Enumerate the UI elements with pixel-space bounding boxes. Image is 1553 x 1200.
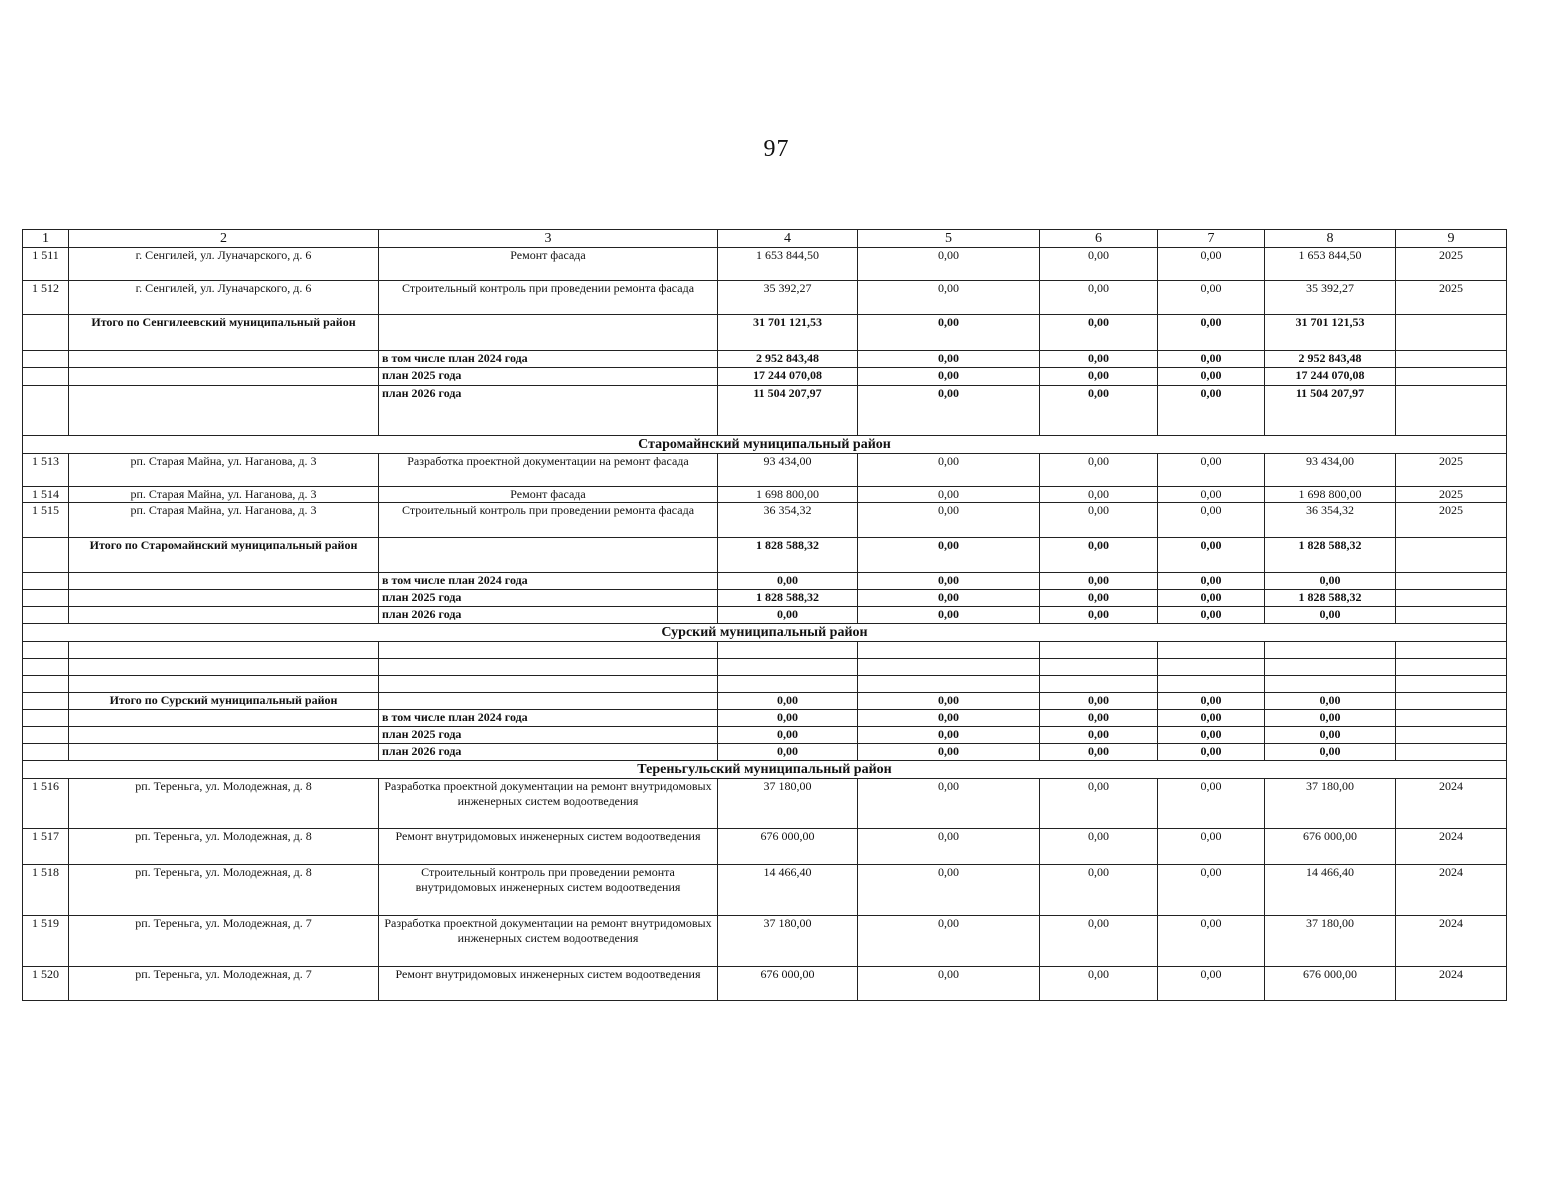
- address-cell: [69, 351, 379, 368]
- work-type-cell: план 2026 года: [379, 386, 718, 436]
- row-number-cell: [23, 538, 69, 573]
- budget-cell: 0,00: [1040, 779, 1158, 829]
- district-title: Тереньгульский муниципальный район: [23, 761, 1507, 779]
- total-row: [23, 607, 1507, 624]
- total-cost-cell: 676 000,00: [718, 829, 858, 865]
- budget-cell: 0,00: [1040, 315, 1158, 351]
- column-number-header: [23, 230, 1507, 248]
- table-row: [23, 916, 1507, 967]
- year-cell: 2024: [1396, 779, 1507, 829]
- work-type-cell: в том числе план 2024 года: [379, 351, 718, 368]
- year-cell: [1396, 693, 1507, 710]
- address-cell: [69, 710, 379, 727]
- total-cost-cell: 1 698 800,00: [718, 487, 858, 503]
- work-type-cell: Разработка проектной документации на ремонт фасада: [379, 454, 718, 487]
- fund-cell: 0,00: [858, 487, 1040, 503]
- table-row: [23, 503, 1507, 538]
- header-cell: 7: [1158, 230, 1265, 248]
- municipal-cell: 0,00: [1158, 829, 1265, 865]
- header-cell: 3: [379, 230, 718, 248]
- year-cell: [1396, 744, 1507, 761]
- table-row: [23, 642, 1507, 659]
- owners-cell: 0,00: [1265, 573, 1396, 590]
- row-number-cell: [23, 386, 69, 436]
- municipal-cell: 0,00: [1158, 503, 1265, 538]
- owners-cell: [1265, 659, 1396, 676]
- fund-cell: [858, 676, 1040, 693]
- work-type-cell: Строительный контроль при проведении ремонта фасада: [379, 503, 718, 538]
- year-cell: [1396, 386, 1507, 436]
- table-row: [23, 676, 1507, 693]
- address-cell: рп. Тереньга, ул. Молодежная, д. 7: [69, 916, 379, 967]
- fund-cell: 0,00: [858, 607, 1040, 624]
- total-cost-cell: 2 952 843,48: [718, 351, 858, 368]
- row-number-cell: 1 520: [23, 967, 69, 1001]
- municipal-cell: 0,00: [1158, 538, 1265, 573]
- total-row: [23, 386, 1507, 436]
- fund-cell: 0,00: [858, 248, 1040, 281]
- fund-cell: 0,00: [858, 590, 1040, 607]
- budget-cell: 0,00: [1040, 248, 1158, 281]
- fund-cell: 0,00: [858, 386, 1040, 436]
- year-cell: 2025: [1396, 487, 1507, 503]
- total-cost-cell: 1 653 844,50: [718, 248, 858, 281]
- work-type-cell: [379, 538, 718, 573]
- municipal-cell: 0,00: [1158, 865, 1265, 916]
- budget-cell: 0,00: [1040, 454, 1158, 487]
- page-number: 97: [763, 136, 790, 162]
- fund-cell: 0,00: [858, 967, 1040, 1001]
- fund-cell: 0,00: [858, 368, 1040, 386]
- owners-cell: 31 701 121,53: [1265, 315, 1396, 351]
- municipal-cell: 0,00: [1158, 315, 1265, 351]
- table-row: [23, 779, 1507, 829]
- work-type-cell: [379, 676, 718, 693]
- owners-cell: [1265, 676, 1396, 693]
- table-row: [23, 829, 1507, 865]
- municipal-cell: 0,00: [1158, 454, 1265, 487]
- work-type-cell: план 2026 года: [379, 607, 718, 624]
- fund-cell: 0,00: [858, 454, 1040, 487]
- row-number-cell: 1 515: [23, 503, 69, 538]
- row-number-cell: 1 511: [23, 248, 69, 281]
- row-number-cell: [23, 710, 69, 727]
- header-cell: 2: [69, 230, 379, 248]
- fund-cell: 0,00: [858, 865, 1040, 916]
- year-cell: [1396, 659, 1507, 676]
- address-cell: [69, 607, 379, 624]
- municipal-cell: 0,00: [1158, 386, 1265, 436]
- year-cell: [1396, 607, 1507, 624]
- municipal-cell: 0,00: [1158, 779, 1265, 829]
- year-cell: [1396, 351, 1507, 368]
- table-row: [23, 487, 1507, 503]
- municipal-cell: 0,00: [1158, 248, 1265, 281]
- work-type-cell: [379, 659, 718, 676]
- owners-cell: 93 434,00: [1265, 454, 1396, 487]
- total-cost-cell: 1 828 588,32: [718, 538, 858, 573]
- total-row: [23, 368, 1507, 386]
- row-number-cell: 1 519: [23, 916, 69, 967]
- header-cell: 5: [858, 230, 1040, 248]
- address-cell: рп. Старая Майна, ул. Наганова, д. 3: [69, 503, 379, 538]
- total-row: [23, 727, 1507, 744]
- table-row: [23, 659, 1507, 676]
- address-cell: рп. Старая Майна, ул. Наганова, д. 3: [69, 454, 379, 487]
- owners-cell: 2 952 843,48: [1265, 351, 1396, 368]
- year-cell: 2024: [1396, 829, 1507, 865]
- address-cell: [69, 676, 379, 693]
- budget-cell: 0,00: [1040, 590, 1158, 607]
- total-row: [23, 744, 1507, 761]
- budget-cell: 0,00: [1040, 829, 1158, 865]
- address-cell: Итого по Старомайнский муниципальный район: [69, 538, 379, 573]
- work-type-cell: Строительный контроль при проведении ремонта фасада: [379, 281, 718, 315]
- total-cost-cell: 0,00: [718, 727, 858, 744]
- municipal-cell: 0,00: [1158, 281, 1265, 315]
- budget-cell: 0,00: [1040, 538, 1158, 573]
- header-cell: 9: [1396, 230, 1507, 248]
- year-cell: 2025: [1396, 503, 1507, 538]
- address-cell: [69, 744, 379, 761]
- total-cost-cell: 17 244 070,08: [718, 368, 858, 386]
- owners-cell: 37 180,00: [1265, 779, 1396, 829]
- total-row: [23, 590, 1507, 607]
- budget-cell: 0,00: [1040, 368, 1158, 386]
- row-number-cell: [23, 693, 69, 710]
- total-cost-cell: 0,00: [718, 710, 858, 727]
- district-section-row: [23, 624, 1507, 642]
- fund-cell: 0,00: [858, 315, 1040, 351]
- total-cost-cell: [718, 676, 858, 693]
- budget-cell: 0,00: [1040, 710, 1158, 727]
- work-type-cell: план 2025 года: [379, 727, 718, 744]
- municipal-cell: 0,00: [1158, 368, 1265, 386]
- owners-cell: 1 828 588,32: [1265, 590, 1396, 607]
- row-number-cell: 1 516: [23, 779, 69, 829]
- total-row: [23, 710, 1507, 727]
- address-cell: рп. Тереньга, ул. Молодежная, д. 8: [69, 829, 379, 865]
- year-cell: [1396, 590, 1507, 607]
- table-row: [23, 865, 1507, 916]
- owners-cell: 35 392,27: [1265, 281, 1396, 315]
- owners-cell: 1 828 588,32: [1265, 538, 1396, 573]
- total-row: [23, 315, 1507, 351]
- year-cell: [1396, 727, 1507, 744]
- municipal-cell: 0,00: [1158, 916, 1265, 967]
- row-number-cell: [23, 744, 69, 761]
- municipal-cell: 0,00: [1158, 351, 1265, 368]
- row-number-cell: 1 518: [23, 865, 69, 916]
- address-cell: рп. Тереньга, ул. Молодежная, д. 8: [69, 779, 379, 829]
- address-cell: Итого по Сенгилеевский муниципальный район: [69, 315, 379, 351]
- row-number-cell: [23, 727, 69, 744]
- work-type-cell: Ремонт внутридомовых инженерных систем водоотведения: [379, 829, 718, 865]
- row-number-cell: [23, 368, 69, 386]
- year-cell: [1396, 642, 1507, 659]
- year-cell: 2025: [1396, 454, 1507, 487]
- fund-cell: 0,00: [858, 693, 1040, 710]
- row-number-cell: [23, 676, 69, 693]
- table-row: [23, 967, 1507, 1001]
- fund-cell: 0,00: [858, 538, 1040, 573]
- owners-cell: 14 466,40: [1265, 865, 1396, 916]
- fund-cell: 0,00: [858, 829, 1040, 865]
- row-number-cell: [23, 659, 69, 676]
- owners-cell: 17 244 070,08: [1265, 368, 1396, 386]
- row-number-cell: 1 514: [23, 487, 69, 503]
- municipal-cell: 0,00: [1158, 693, 1265, 710]
- year-cell: [1396, 368, 1507, 386]
- municipal-cell: 0,00: [1158, 607, 1265, 624]
- municipal-cell: [1158, 659, 1265, 676]
- total-cost-cell: 14 466,40: [718, 865, 858, 916]
- table-row: [23, 454, 1507, 487]
- year-cell: [1396, 573, 1507, 590]
- header-cell: 8: [1265, 230, 1396, 248]
- total-cost-cell: 0,00: [718, 744, 858, 761]
- total-cost-cell: 37 180,00: [718, 779, 858, 829]
- year-cell: [1396, 315, 1507, 351]
- address-cell: [69, 386, 379, 436]
- budget-cell: [1040, 642, 1158, 659]
- owners-cell: 36 354,32: [1265, 503, 1396, 538]
- header-cell: 6: [1040, 230, 1158, 248]
- municipal-cell: 0,00: [1158, 710, 1265, 727]
- address-cell: [69, 590, 379, 607]
- total-cost-cell: 11 504 207,97: [718, 386, 858, 436]
- budget-cell: 0,00: [1040, 351, 1158, 368]
- budget-cell: 0,00: [1040, 487, 1158, 503]
- row-number-cell: [23, 315, 69, 351]
- municipal-cell: 0,00: [1158, 573, 1265, 590]
- work-type-cell: в том числе план 2024 года: [379, 573, 718, 590]
- district-section-row: [23, 761, 1507, 779]
- work-type-cell: Строительный контроль при проведении ремонта внутридомовых инженерных систем водоотведения: [379, 865, 718, 916]
- year-cell: 2025: [1396, 281, 1507, 315]
- address-cell: г. Сенгилей, ул. Луначарского, д. 6: [69, 248, 379, 281]
- district-title: Старомайнский муниципальный район: [23, 436, 1507, 454]
- total-cost-cell: [718, 642, 858, 659]
- budget-cell: 0,00: [1040, 386, 1158, 436]
- budget-cell: 0,00: [1040, 281, 1158, 315]
- address-cell: [69, 659, 379, 676]
- address-cell: г. Сенгилей, ул. Луначарского, д. 6: [69, 281, 379, 315]
- fund-cell: 0,00: [858, 503, 1040, 538]
- year-cell: 2024: [1396, 865, 1507, 916]
- fund-cell: 0,00: [858, 710, 1040, 727]
- total-cost-cell: 676 000,00: [718, 967, 858, 1001]
- address-cell: рп. Тереньга, ул. Молодежная, д. 8: [69, 865, 379, 916]
- total-cost-cell: 37 180,00: [718, 916, 858, 967]
- work-type-cell: Разработка проектной документации на ремонт внутридомовых инженерных систем водоотведения: [379, 916, 718, 967]
- owners-cell: 0,00: [1265, 693, 1396, 710]
- header-cell: 4: [718, 230, 858, 248]
- budget-cell: [1040, 659, 1158, 676]
- work-type-cell: Ремонт фасада: [379, 487, 718, 503]
- row-number-cell: 1 517: [23, 829, 69, 865]
- budget-cell: 0,00: [1040, 607, 1158, 624]
- budget-cell: 0,00: [1040, 573, 1158, 590]
- address-cell: рп. Старая Майна, ул. Наганова, д. 3: [69, 487, 379, 503]
- municipal-cell: 0,00: [1158, 744, 1265, 761]
- row-number-cell: 1 512: [23, 281, 69, 315]
- row-number-cell: [23, 573, 69, 590]
- district-title: Сурский муниципальный район: [23, 624, 1507, 642]
- fund-cell: 0,00: [858, 727, 1040, 744]
- fund-cell: 0,00: [858, 351, 1040, 368]
- year-cell: [1396, 676, 1507, 693]
- row-number-cell: [23, 642, 69, 659]
- total-cost-cell: 0,00: [718, 607, 858, 624]
- total-cost-cell: 31 701 121,53: [718, 315, 858, 351]
- district-section-row: [23, 436, 1507, 454]
- capital-repair-table: [22, 229, 1507, 1001]
- owners-cell: [1265, 642, 1396, 659]
- fund-cell: [858, 659, 1040, 676]
- municipal-cell: 0,00: [1158, 967, 1265, 1001]
- work-type-cell: в том числе план 2024 года: [379, 710, 718, 727]
- budget-cell: 0,00: [1040, 693, 1158, 710]
- total-cost-cell: 36 354,32: [718, 503, 858, 538]
- year-cell: 2025: [1396, 248, 1507, 281]
- address-cell: [69, 573, 379, 590]
- year-cell: 2024: [1396, 967, 1507, 1001]
- work-type-cell: [379, 315, 718, 351]
- municipal-cell: 0,00: [1158, 727, 1265, 744]
- header-cell: 1: [23, 230, 69, 248]
- fund-cell: 0,00: [858, 916, 1040, 967]
- total-cost-cell: 0,00: [718, 573, 858, 590]
- owners-cell: 1 698 800,00: [1265, 487, 1396, 503]
- owners-cell: 37 180,00: [1265, 916, 1396, 967]
- address-cell: [69, 642, 379, 659]
- owners-cell: 0,00: [1265, 744, 1396, 761]
- municipal-cell: [1158, 642, 1265, 659]
- owners-cell: 0,00: [1265, 607, 1396, 624]
- work-type-cell: Ремонт внутридомовых инженерных систем водоотведения: [379, 967, 718, 1001]
- address-cell: [69, 727, 379, 744]
- table-row: [23, 248, 1507, 281]
- total-cost-cell: [718, 659, 858, 676]
- total-cost-cell: 0,00: [718, 693, 858, 710]
- total-cost-cell: 1 828 588,32: [718, 590, 858, 607]
- budget-cell: 0,00: [1040, 916, 1158, 967]
- budget-cell: 0,00: [1040, 967, 1158, 1001]
- work-type-cell: [379, 693, 718, 710]
- total-cost-cell: 93 434,00: [718, 454, 858, 487]
- total-row: [23, 573, 1507, 590]
- row-number-cell: [23, 607, 69, 624]
- owners-cell: 0,00: [1265, 727, 1396, 744]
- municipal-cell: [1158, 676, 1265, 693]
- owners-cell: 676 000,00: [1265, 829, 1396, 865]
- owners-cell: 0,00: [1265, 710, 1396, 727]
- owners-cell: 676 000,00: [1265, 967, 1396, 1001]
- fund-cell: [858, 642, 1040, 659]
- municipal-cell: 0,00: [1158, 487, 1265, 503]
- work-type-cell: Ремонт фасада: [379, 248, 718, 281]
- work-type-cell: план 2026 года: [379, 744, 718, 761]
- budget-cell: [1040, 676, 1158, 693]
- fund-cell: 0,00: [858, 281, 1040, 315]
- fund-cell: 0,00: [858, 744, 1040, 761]
- address-cell: [69, 368, 379, 386]
- row-number-cell: 1 513: [23, 454, 69, 487]
- fund-cell: 0,00: [858, 779, 1040, 829]
- year-cell: [1396, 538, 1507, 573]
- total-row: [23, 693, 1507, 710]
- year-cell: [1396, 710, 1507, 727]
- row-number-cell: [23, 590, 69, 607]
- budget-cell: 0,00: [1040, 503, 1158, 538]
- budget-cell: 0,00: [1040, 727, 1158, 744]
- year-cell: 2024: [1396, 916, 1507, 967]
- municipal-cell: 0,00: [1158, 590, 1265, 607]
- total-row: [23, 538, 1507, 573]
- row-number-cell: [23, 351, 69, 368]
- address-cell: Итого по Сурский муниципальный район: [69, 693, 379, 710]
- budget-cell: 0,00: [1040, 744, 1158, 761]
- owners-cell: 11 504 207,97: [1265, 386, 1396, 436]
- total-cost-cell: 35 392,27: [718, 281, 858, 315]
- fund-cell: 0,00: [858, 573, 1040, 590]
- owners-cell: 1 653 844,50: [1265, 248, 1396, 281]
- work-type-cell: план 2025 года: [379, 590, 718, 607]
- work-type-cell: [379, 642, 718, 659]
- total-row: [23, 351, 1507, 368]
- table-row: [23, 281, 1507, 315]
- work-type-cell: план 2025 года: [379, 368, 718, 386]
- budget-cell: 0,00: [1040, 865, 1158, 916]
- work-type-cell: Разработка проектной документации на ремонт внутридомовых инженерных систем водоотведения: [379, 779, 718, 829]
- address-cell: рп. Тереньга, ул. Молодежная, д. 7: [69, 967, 379, 1001]
